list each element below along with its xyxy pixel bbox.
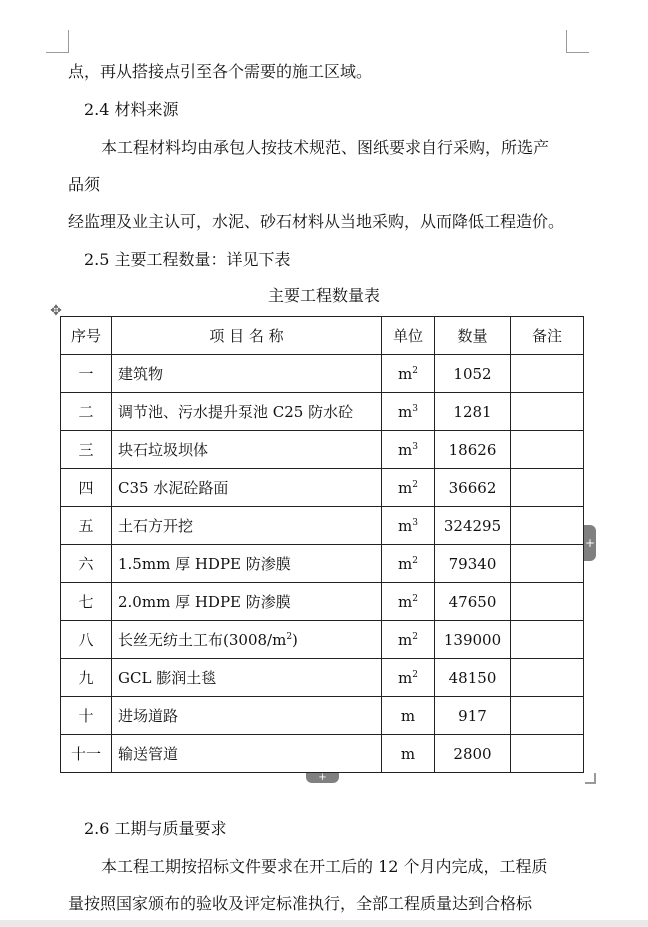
- table-row: [61, 545, 584, 583]
- cell-qty: 1052: [435, 355, 511, 393]
- cell-name-text: 1.5mm 厚 HDPE 防渗膜: [118, 555, 291, 573]
- cell-qty: 324295: [435, 507, 511, 545]
- table-row: [61, 469, 584, 507]
- table-row: [61, 355, 584, 393]
- cell-unit-superscript: 3: [412, 517, 418, 528]
- table-row: [61, 507, 584, 545]
- cell-name: [112, 697, 382, 735]
- header-qty: 数量: [435, 317, 511, 355]
- header-unit: 单位: [382, 317, 435, 355]
- section-heading-2-6: 2.6 工期与质量要求: [84, 819, 227, 838]
- cell-remark: [511, 507, 584, 545]
- cell-unit: [382, 507, 435, 545]
- table-row: [61, 393, 584, 431]
- cell-remark: [511, 469, 584, 507]
- cell-name: [112, 583, 382, 621]
- cell-no: 八: [61, 621, 112, 659]
- cell-unit: [382, 393, 435, 431]
- crop-mark-top-left: [46, 30, 69, 53]
- table-title: 主要工程数量表: [267, 286, 380, 305]
- table-row: [61, 697, 584, 735]
- cell-unit-superscript: 2: [412, 479, 418, 490]
- cell-no: 十: [61, 697, 112, 735]
- cell-name: [112, 735, 382, 773]
- cell-unit-superscript: 3: [412, 441, 418, 452]
- cell-name: [112, 545, 382, 583]
- cell-remark: [511, 393, 584, 431]
- cell-name: [112, 621, 382, 659]
- cell-remark: [511, 583, 584, 621]
- header-no: 序号: [61, 317, 112, 355]
- cell-unit-text: m: [398, 364, 413, 383]
- cell-name-text: 2.0mm 厚 HDPE 防渗膜: [118, 593, 291, 611]
- cell-name-text: 进场道路: [118, 707, 179, 725]
- cell-name-suffix: ): [292, 631, 298, 649]
- cell-unit-superscript: 2: [412, 631, 418, 642]
- cell-name-text: C35 水泥砼路面: [118, 479, 229, 497]
- table-row: [61, 431, 584, 469]
- cell-name-text: 块石垃圾坝体: [118, 441, 209, 459]
- cell-unit-text: m: [400, 744, 416, 763]
- cell-unit-text: m: [398, 402, 413, 421]
- crop-mark-top-right: [566, 30, 589, 53]
- cell-unit-superscript: 2: [412, 365, 418, 376]
- section-heading-2-5: 2.5 主要工程数量：详见下表: [84, 250, 291, 269]
- quantity-table: [60, 316, 584, 773]
- table-row: [61, 583, 584, 621]
- header-name: 项 目 名 称: [112, 317, 382, 355]
- cell-qty: 139000: [435, 621, 511, 659]
- cell-name-text: 建筑物: [118, 365, 164, 383]
- cell-qty: 1281: [435, 393, 511, 431]
- cell-unit: [382, 735, 435, 773]
- cell-no: 十一: [61, 735, 112, 773]
- cell-no: 二: [61, 393, 112, 431]
- cell-unit-superscript: 2: [412, 593, 418, 604]
- cell-name: [112, 393, 382, 431]
- cell-no: 九: [61, 659, 112, 697]
- cell-unit: [382, 545, 435, 583]
- cell-remark: [511, 355, 584, 393]
- cell-name-superscript: 2: [286, 632, 293, 642]
- cell-remark: [511, 621, 584, 659]
- paragraph-line: 品须: [68, 175, 101, 194]
- cell-name-text: 土石方开挖: [118, 517, 194, 535]
- cell-name-text: GCL 膨润土毯: [118, 669, 217, 687]
- cell-unit-superscript: 2: [412, 555, 418, 566]
- cell-unit-superscript: 3: [412, 403, 418, 414]
- cell-name-text: 长丝无纺土工布(3008/m: [118, 631, 287, 649]
- cell-qty: 47650: [435, 583, 511, 621]
- cell-unit: [382, 355, 435, 393]
- cell-remark: [511, 735, 584, 773]
- table-row: [61, 659, 584, 697]
- cell-remark: [511, 697, 584, 735]
- cell-name: [112, 355, 382, 393]
- plus-icon[interactable]: +: [584, 525, 596, 561]
- cell-unit: [382, 469, 435, 507]
- header-remark: 备注: [511, 317, 584, 355]
- cell-no: 六: [61, 545, 112, 583]
- cell-name: [112, 507, 382, 545]
- cell-remark: [511, 431, 584, 469]
- cell-unit: [382, 431, 435, 469]
- resize-corner-icon[interactable]: [585, 773, 596, 784]
- cell-unit-text: m: [398, 478, 413, 497]
- cell-name: [112, 659, 382, 697]
- cell-no: 三: [61, 431, 112, 469]
- status-bar: [0, 920, 648, 927]
- cell-unit-text: m: [398, 516, 413, 535]
- section-heading-2-4: 2.4 材料来源: [84, 100, 179, 119]
- four-arrow-move-icon[interactable]: ✥: [50, 303, 62, 319]
- paragraph-line: 本工程材料均由承包人按技术规范、图纸要求自行采购，所选产: [101, 138, 550, 157]
- cell-no: 一: [61, 355, 112, 393]
- cell-unit: [382, 621, 435, 659]
- cell-name: [112, 469, 382, 507]
- paragraph-line: 本工程工期按招标文件要求在开工后的 12 个月内完成，工程质: [101, 857, 548, 876]
- cell-qty: 36662: [435, 469, 511, 507]
- cell-unit: [382, 583, 435, 621]
- paragraph-line: 量按照国家颁布的验收及评定标准执行，全部工程质量达到合格标: [68, 894, 533, 913]
- cell-qty: 2800: [435, 735, 511, 773]
- table-header-row: [61, 317, 584, 355]
- cell-name: [112, 431, 382, 469]
- cell-unit-text: m: [398, 440, 413, 459]
- cell-unit-superscript: 2: [412, 669, 418, 680]
- cell-qty: 48150: [435, 659, 511, 697]
- paragraph-line: 经监理及业主认可，水泥、砂石材料从当地采购，从而降低工程造价。: [68, 212, 565, 231]
- cell-no: 四: [61, 469, 112, 507]
- cell-remark: [511, 659, 584, 697]
- cell-remark: [511, 545, 584, 583]
- paragraph-line: 点，再从搭接点引至各个需要的施工区域。: [68, 62, 373, 81]
- cell-qty: 79340: [435, 545, 511, 583]
- cell-name-text: 调节池、污水提升泵池 C25 防水砼: [118, 403, 354, 421]
- cell-unit-text: m: [400, 706, 416, 725]
- table-row: [61, 621, 584, 659]
- cell-qty: 917: [435, 697, 511, 735]
- cell-qty: 18626: [435, 431, 511, 469]
- cell-unit: [382, 659, 435, 697]
- cell-unit-text: m: [398, 592, 413, 611]
- cell-unit-text: m: [398, 630, 413, 649]
- cell-no: 七: [61, 583, 112, 621]
- cell-unit: [382, 697, 435, 735]
- cell-name-text: 输送管道: [118, 745, 179, 763]
- cell-no: 五: [61, 507, 112, 545]
- cell-unit-text: m: [398, 554, 413, 573]
- table-row: [61, 735, 584, 773]
- cell-unit-text: m: [398, 668, 413, 687]
- plus-icon[interactable]: +: [306, 773, 339, 783]
